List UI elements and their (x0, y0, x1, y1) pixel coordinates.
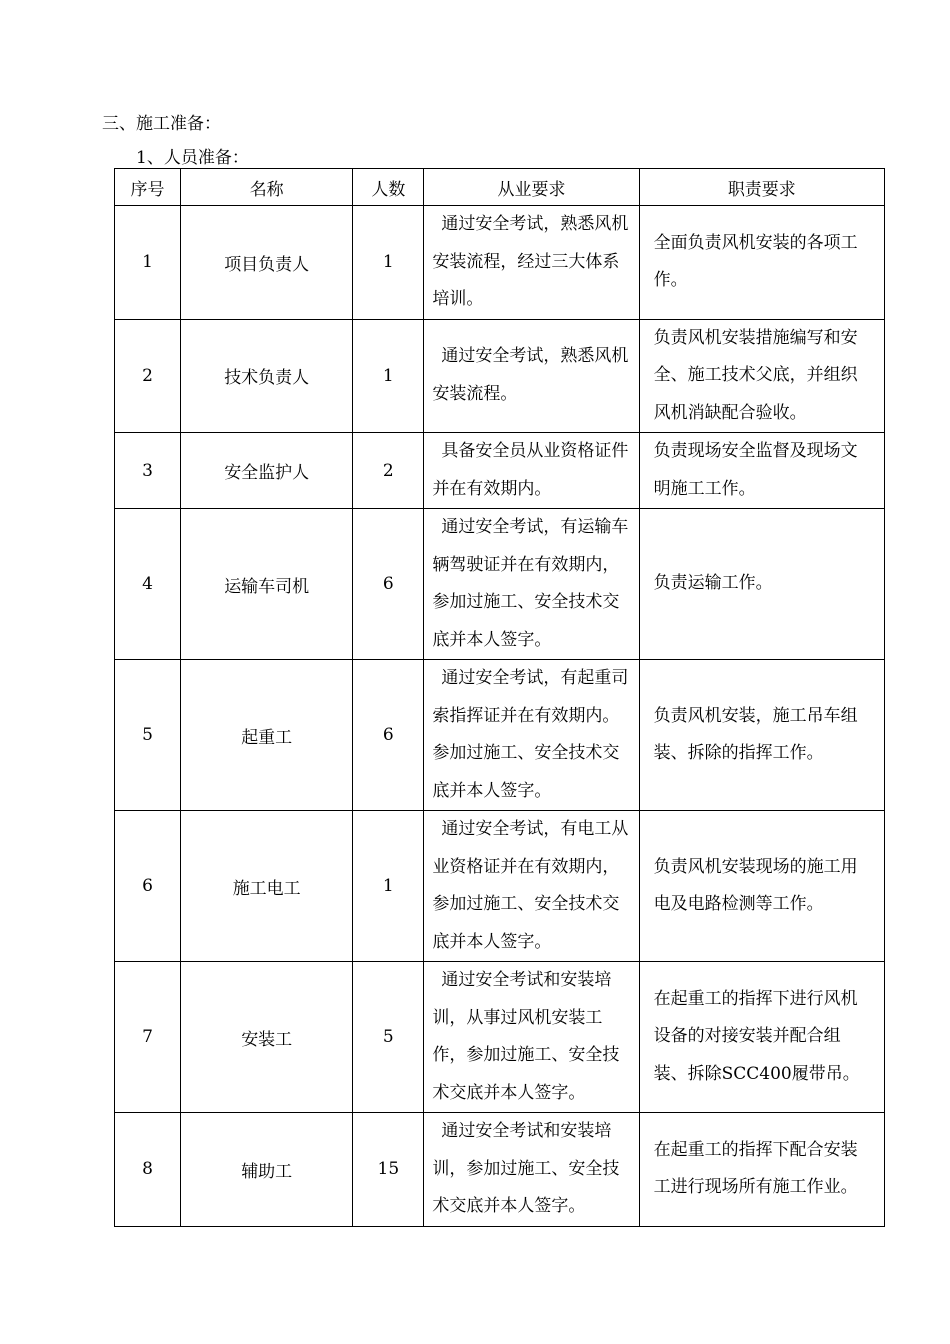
header-qualification: 从业要求 (424, 169, 639, 206)
row-name: 运输车司机 (181, 509, 353, 660)
row-name: 起重工 (181, 660, 353, 811)
qualification-text: 具备安全员从业资格证件并在有效期内。 (432, 441, 629, 499)
row-duty (639, 206, 884, 320)
row-seq: 6 (115, 811, 181, 962)
row-name: 辅助工 (181, 1113, 353, 1227)
row-qualification (424, 1113, 639, 1227)
table-row (115, 433, 885, 509)
row-seq: 1 (115, 206, 181, 320)
row-name: 项目负责人 (181, 206, 353, 320)
row-qualification (424, 319, 639, 433)
header-duty: 职责要求 (639, 169, 884, 206)
row-duty (639, 319, 884, 433)
table-row (115, 319, 885, 433)
table-row (115, 1113, 885, 1227)
row-seq: 3 (115, 433, 181, 509)
row-qualification (424, 811, 639, 962)
row-count: 1 (353, 319, 424, 433)
table-row (115, 206, 885, 320)
row-count: 1 (353, 811, 424, 962)
row-qualification (424, 962, 639, 1113)
row-seq: 5 (115, 660, 181, 811)
row-name: 施工电工 (181, 811, 353, 962)
row-seq: 4 (115, 509, 181, 660)
row-count: 1 (353, 206, 424, 320)
row-count: 15 (353, 1113, 424, 1227)
duty-text: 在起重工的指挥下进行风机设备的对接安装并配合组装、拆除SCC400履带吊。 (653, 988, 860, 1084)
table-row (115, 962, 885, 1113)
qualification-text: 通过安全考试，有运输车辆驾驶证并在有效期内，参加过施工、安全技术交底并本人签字。 (432, 517, 629, 650)
row-seq: 7 (115, 962, 181, 1113)
qualification-text: 通过安全考试，熟悉风机安装流程，经过三大体系培训。 (432, 214, 629, 309)
row-name: 安全监护人 (181, 433, 353, 509)
header-name: 名称 (181, 169, 353, 206)
row-qualification (424, 509, 639, 660)
header-seq: 序号 (115, 169, 181, 206)
row-count: 6 (353, 660, 424, 811)
row-duty (639, 962, 884, 1113)
duty-text: 全面负责风机安装的各项工作。 (653, 232, 858, 291)
row-name: 安装工 (181, 962, 353, 1113)
row-count: 2 (353, 433, 424, 509)
section-title: 三、施工准备： (102, 114, 221, 134)
qualification-text: 通过安全考试和安装培训，从事过风机安装工作，参加过施工、安全技术交底并本人签字。 (432, 970, 620, 1103)
table-row (115, 509, 885, 660)
qualification-text: 通过安全考试和安装培训，参加过施工、安全技术交底并本人签字。 (432, 1121, 620, 1216)
duty-text: 负责风机安装，施工吊车组装、拆除的指挥工作。 (653, 705, 858, 763)
row-qualification (424, 433, 639, 509)
row-seq: 8 (115, 1113, 181, 1227)
table-row (115, 660, 885, 811)
staffing-table (114, 168, 885, 1227)
row-duty (639, 660, 884, 811)
row-name: 技术负责人 (181, 319, 353, 433)
qualification-text: 通过安全考试，熟悉风机安装流程。 (432, 346, 629, 404)
row-qualification (424, 206, 639, 320)
qualification-text: 通过安全考试，有起重司索指挥证并在有效期内。参加过施工、安全技术交底并本人签字。 (432, 668, 629, 801)
duty-text: 负责风机安装措施编写和安全、施工技术父底，并组织风机消缺配合验收。 (653, 327, 858, 423)
header-count: 人数 (353, 169, 424, 206)
table-row (115, 811, 885, 962)
duty-text: 负责风机安装现场的施工用电及电路检测等工作。 (653, 856, 858, 914)
table-header-row (115, 169, 885, 206)
row-count: 6 (353, 509, 424, 660)
subsection-title: 1、人员准备： (136, 148, 249, 168)
row-count: 5 (353, 962, 424, 1113)
duty-text: 负责现场安全监督及现场文明施工工作。 (653, 441, 858, 499)
row-seq: 2 (115, 319, 181, 433)
row-duty (639, 1113, 884, 1227)
row-qualification (424, 660, 639, 811)
row-duty (639, 433, 884, 509)
duty-text: 在起重工的指挥下配合安装工进行现场所有施工作业。 (653, 1139, 858, 1198)
qualification-text: 通过安全考试，有电工从业资格证并在有效期内，参加过施工、安全技术交底并本人签字。 (432, 819, 629, 952)
row-duty (639, 811, 884, 962)
row-duty (639, 509, 884, 660)
duty-text: 负责运输工作。 (653, 573, 773, 594)
